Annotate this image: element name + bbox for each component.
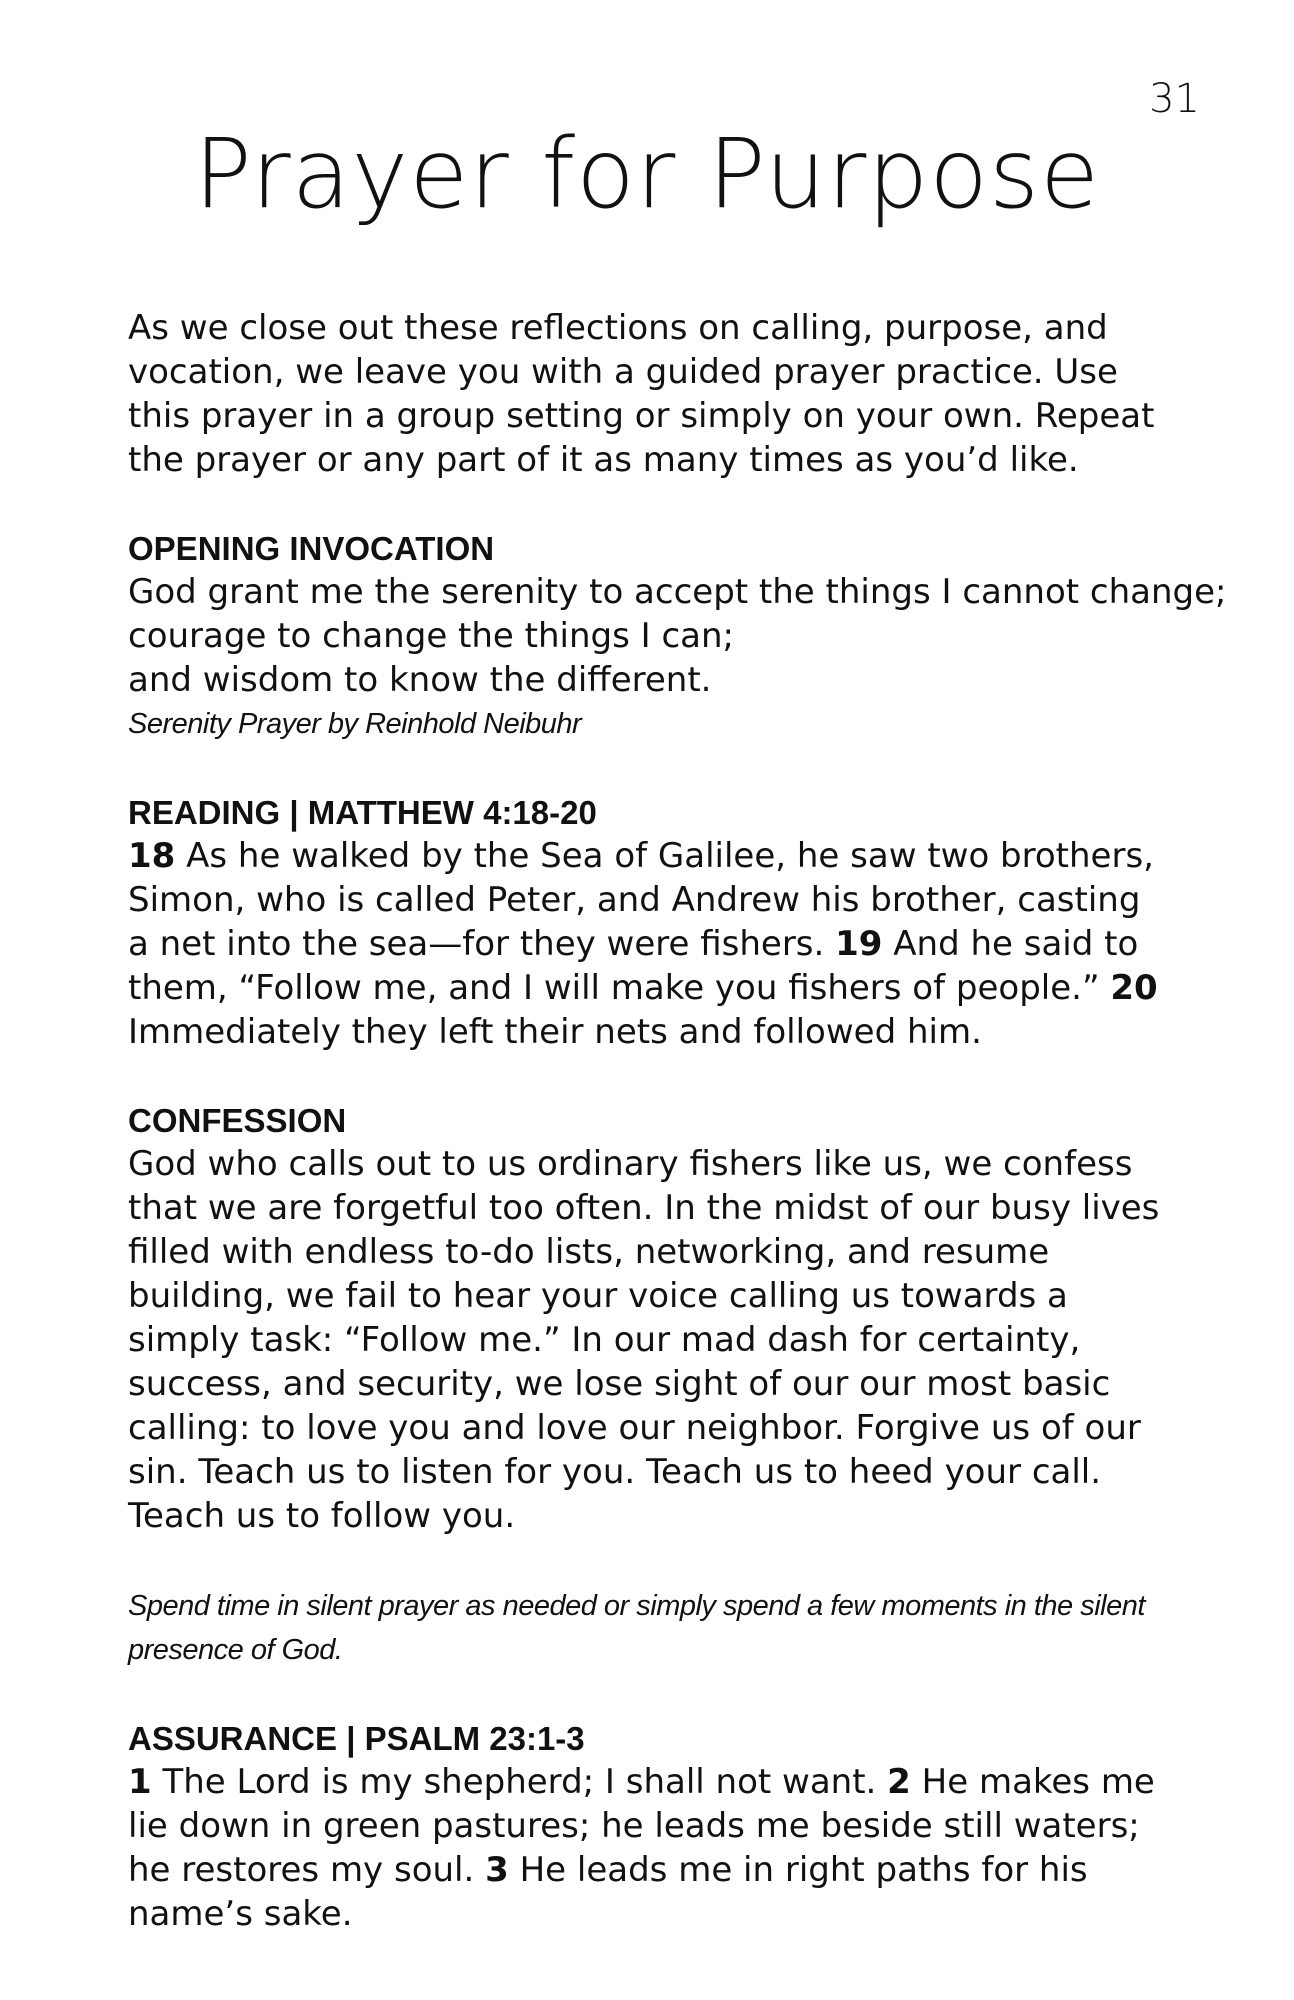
verse-number: 2 <box>887 1762 911 1802</box>
verse-text: As he walked by the Sea of Galilee, he saw two brothers, Simon, who is called Peter, and Andrew his brother, casting a net into the sea—for they were fishers. <box>128 836 1154 964</box>
page-number: 31 <box>1149 76 1200 122</box>
assurance-section <box>128 1718 1168 1936</box>
invocation-line: courage to change the things I can; <box>128 616 734 656</box>
reading-section <box>128 792 1168 1054</box>
document-body <box>128 306 1227 1982</box>
confession-text: God who calls out to us ordinary fishers like us, we confess that we are forgetful too often. In the midst of our busy lives filled with endless to-do lists, networking, and resume building, we fail to hear your voice calling us towards a simply task: “Follow me.” In our mad dash for certainty, success, and security, we lose sight of our our most basic calling: to love you and love our neighbor. Forgive us of our sin. Teach us to listen for you. Teach us to heed your call. Teach us to follow you. <box>128 1144 1160 1536</box>
reading-heading: READING | MATTHEW 4:18-20 <box>128 794 597 831</box>
invocation-line: and wisdom to know the different. <box>128 660 712 700</box>
verse-text: He leads me in right paths for his name’s sake. <box>128 1850 1088 1934</box>
verse-text: He makes me lie down in green pastures; he leads me beside still waters; he restores my soul. <box>128 1762 1155 1890</box>
page-title: Prayer for Purpose <box>193 118 1101 230</box>
assurance-heading: ASSURANCE | PSALM 23:1-3 <box>128 1720 585 1757</box>
confession-section <box>128 1100 1168 1538</box>
assurance-text <box>128 1760 1168 1936</box>
reading-text <box>128 834 1168 1054</box>
confession-heading: CONFESSION <box>128 1102 347 1139</box>
opening-invocation-section <box>128 528 1227 746</box>
invocation-line: God grant me the serenity to accept the things I cannot change; <box>128 572 1227 612</box>
verse-number: 18 <box>128 836 176 876</box>
invocation-text <box>128 570 1227 702</box>
verse-text: And he said to them, “Follow me, and I will make you fishers of people.” <box>128 924 1139 1008</box>
silent-prayer-section <box>128 1584 1168 1672</box>
intro-paragraph: As we close out these reflections on calling, purpose, and vocation, we leave you with a guided prayer practice. Use this prayer in a group setting or simply on your own. Repeat the prayer or any part of it as many times as you’d like. <box>128 308 1155 480</box>
verse-number: 1 <box>128 1762 152 1802</box>
verse-number: 19 <box>835 924 883 964</box>
invocation-attribution: Serenity Prayer by Reinhold Neibuhr <box>128 708 582 740</box>
verse-text: The Lord is my shepherd; I shall not want. <box>151 1762 888 1802</box>
silent-prayer-instruction: Spend time in silent prayer as needed or simply spend a few moments in the silent presence of God. <box>128 1590 1145 1666</box>
verse-number: 20 <box>1110 968 1158 1008</box>
opening-invocation-heading: OPENING INVOCATION <box>128 530 495 567</box>
verse-text: Immediately they left their nets and followed him. <box>128 1012 982 1052</box>
verse-number: 3 <box>485 1850 509 1890</box>
